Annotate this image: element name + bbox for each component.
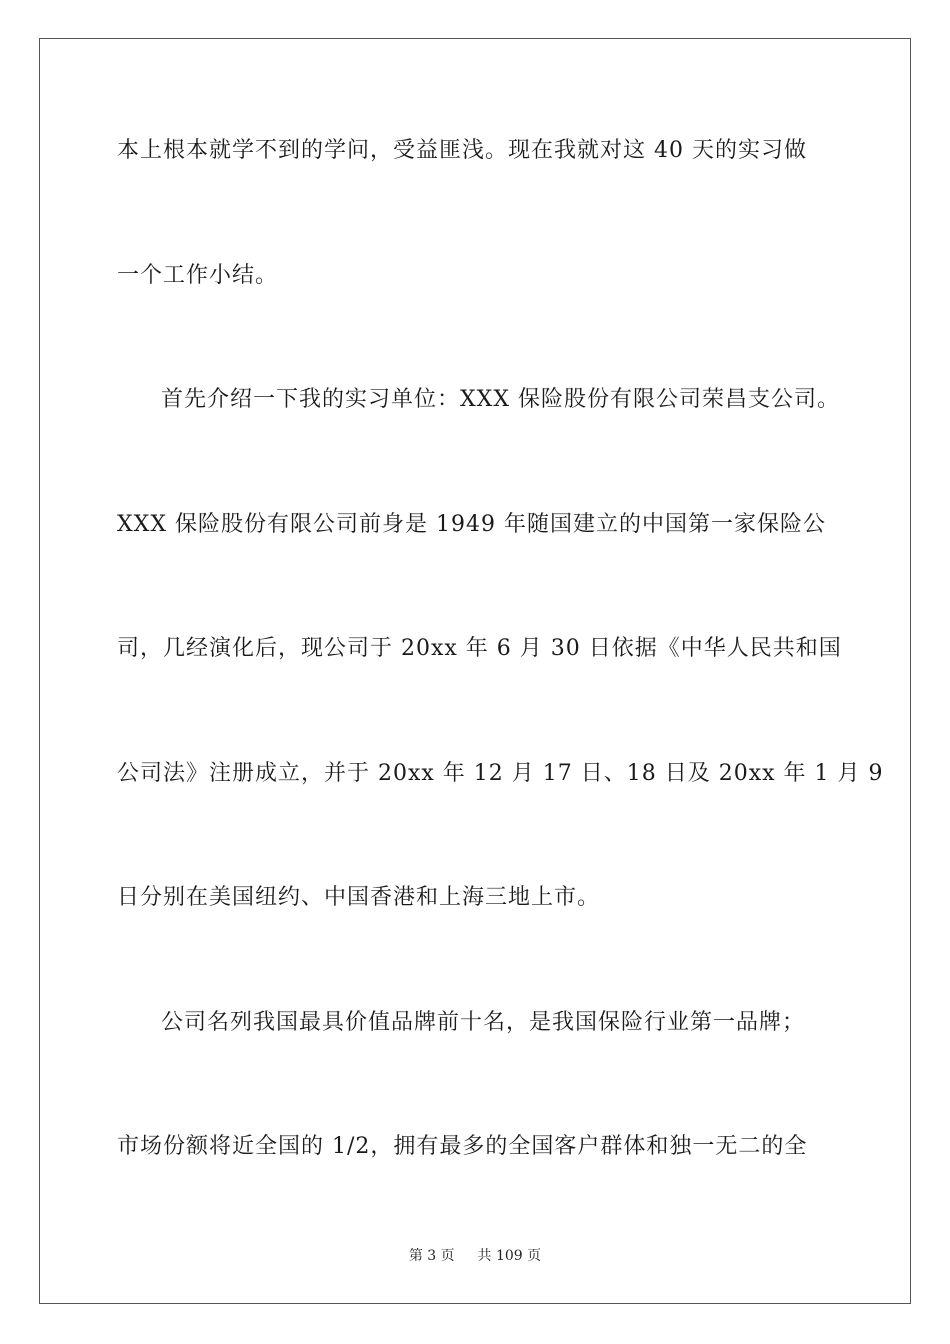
- paragraph-start-line: 公司名列我国最具价值品牌前十名，是我国保险行业第一品牌；: [161, 1010, 806, 1035]
- text-line: 本上根本就学不到的学问，受益匪浅。现在我就对这 40 天的实习做: [117, 138, 807, 163]
- paragraph-start-line: 首先介绍一下我的实习单位：XXX 保险股份有限公司荣昌支公司。: [161, 387, 840, 412]
- text-line: 一个工作小结。: [117, 263, 279, 288]
- text-line: 日分别在美国纽约、中国香港和上海三地上市。: [117, 885, 601, 910]
- total-pages: 共 109 页: [477, 1248, 542, 1264]
- page-footer: [0, 1247, 950, 1265]
- page-border: [39, 38, 911, 1304]
- text-line: XXX 保险股份有限公司前身是 1949 年随国建立的中国第一家保险公: [117, 512, 826, 537]
- text-line: 公司法》注册成立，并于 20xx 年 12 月 17 日、18 日及 20xx 年 1 月 9: [117, 761, 884, 786]
- page-number: 第 3 页: [408, 1248, 455, 1264]
- text-line: 司，几经演化后，现公司于 20xx 年 6 月 30 日依据《中华人民共和国: [117, 636, 842, 661]
- text-line: 市场份额将近全国的 1/2，拥有最多的全国客户群体和独一无二的全: [117, 1134, 808, 1159]
